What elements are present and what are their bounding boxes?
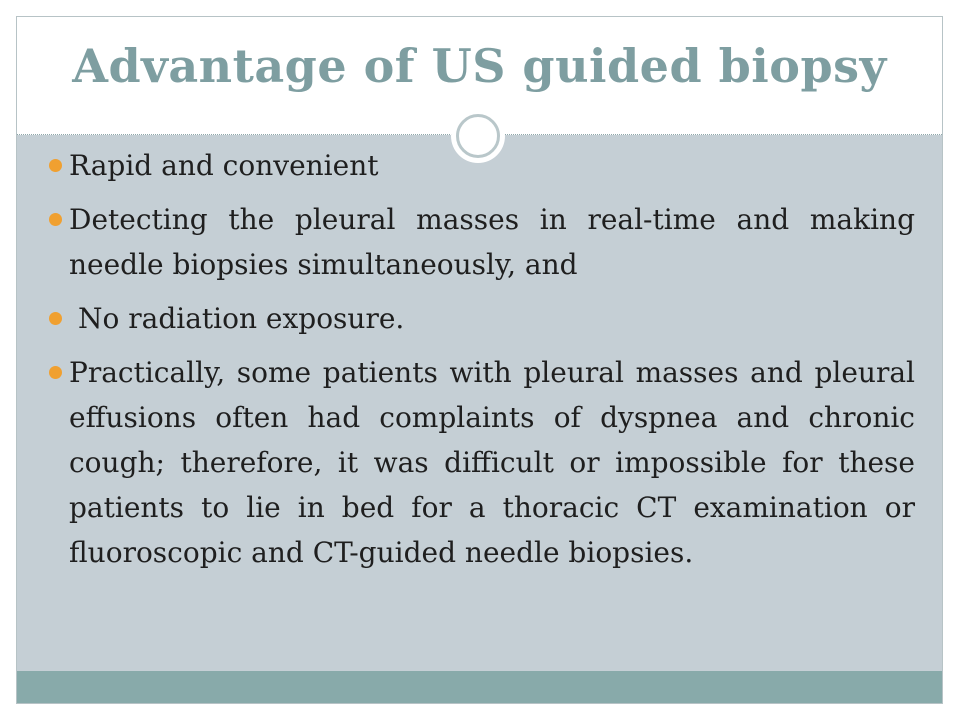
- slide: [16, 16, 943, 704]
- slide-title: Advantage of US guided biopsy: [72, 39, 887, 93]
- bullet-text: No radiation exposure.: [78, 302, 405, 335]
- bullet-text: Rapid and convenient: [69, 149, 379, 182]
- bullet-text: Practically, some patients with pleural masses and pleural effusions often had complaints of dyspnea and chronic cough; therefore, it was difficult or impossible for these patients to lie in bed for a thoracic CT examination or fluoroscopic and CT-guided needle biopsies.: [69, 356, 915, 569]
- dot-bullet-icon: [49, 312, 62, 325]
- dot-bullet-icon: [49, 159, 62, 172]
- circle-ring-icon: [451, 109, 505, 163]
- dot-bullet-icon: [49, 366, 62, 379]
- bullet-list: [69, 143, 915, 584]
- bullet-item: [69, 296, 915, 341]
- bullet-item: [69, 350, 915, 575]
- bottom-band: [17, 671, 942, 704]
- ornament-ring: [456, 114, 500, 158]
- bullet-item: [69, 197, 915, 287]
- bullet-text: Detecting the pleural masses in real-time and making needle biopsies simultaneously, and: [69, 203, 915, 281]
- dot-bullet-icon: [49, 213, 62, 226]
